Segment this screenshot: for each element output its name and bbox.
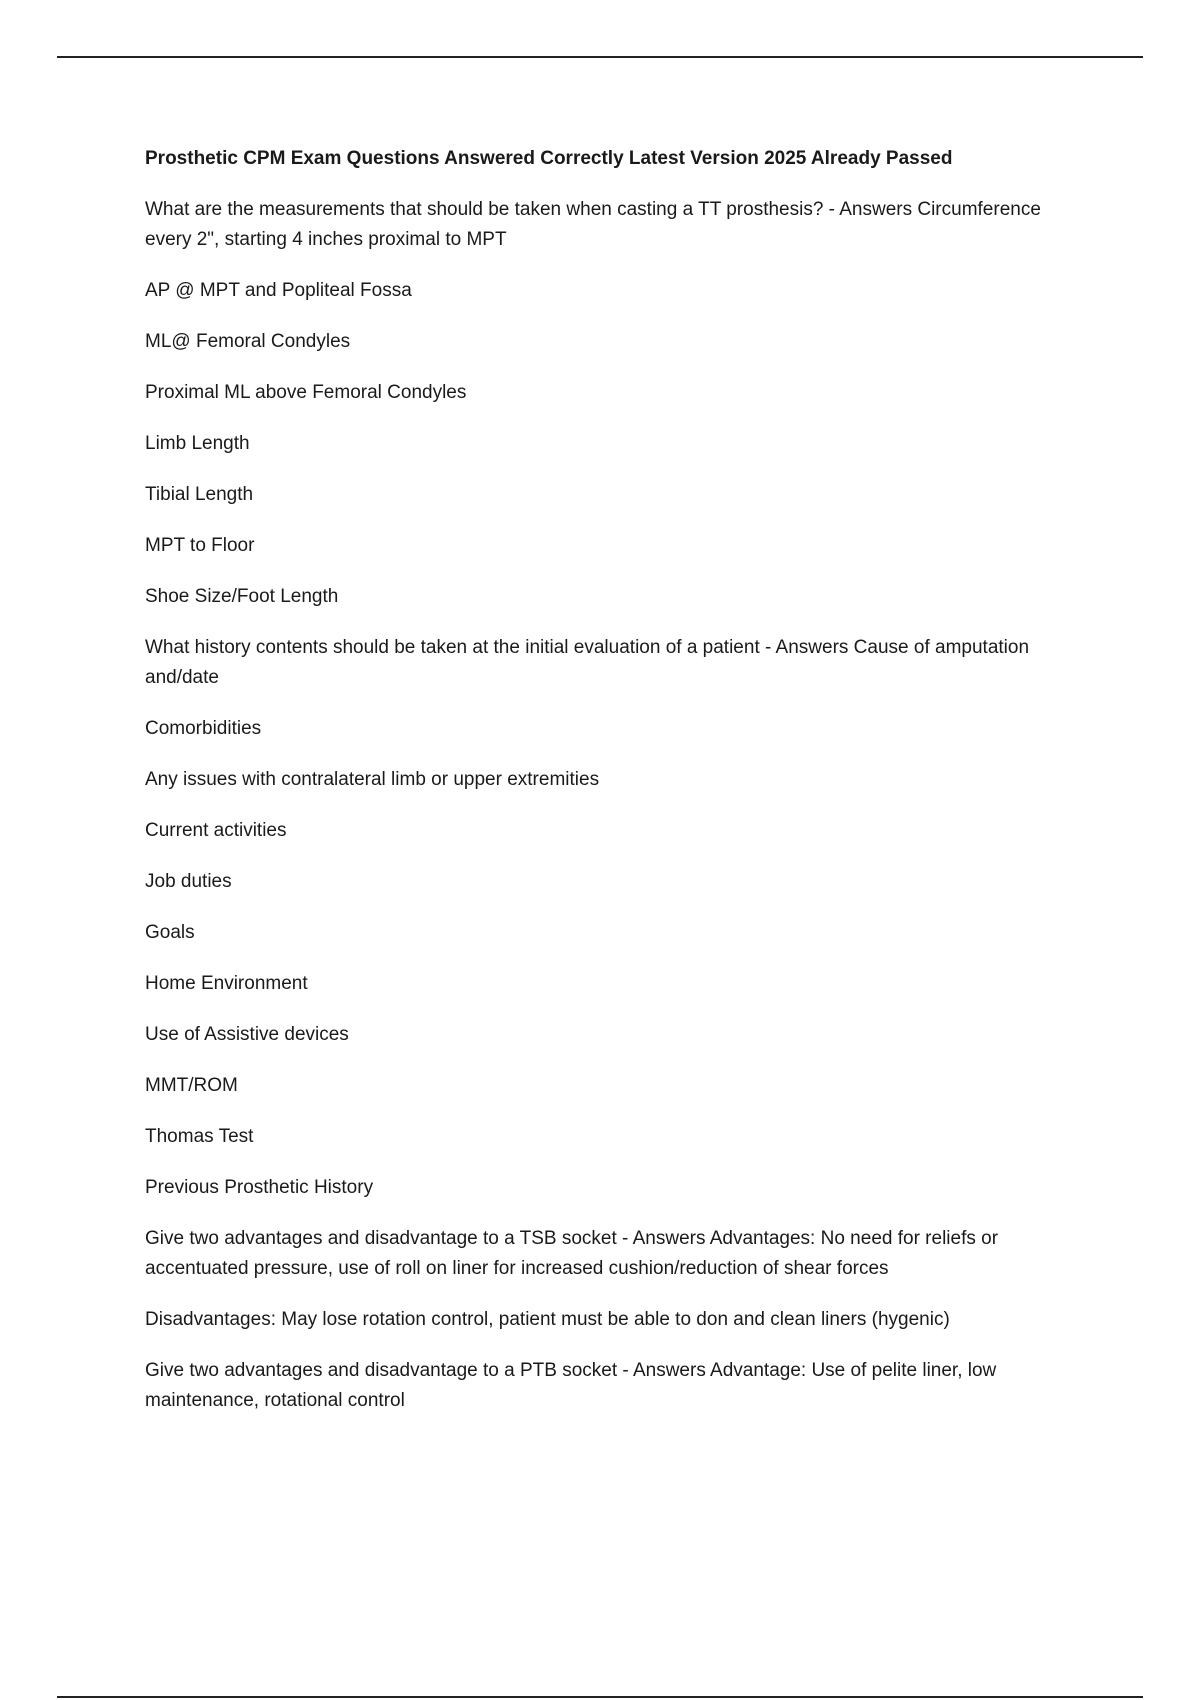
paragraph: Limb Length [145,433,250,454]
document-body [145,145,1075,1437]
paragraph: What history contents should be taken at the initial evaluation of a patient - Answers Cause of amputation and/date [145,637,1030,688]
footer-rule [57,1696,1143,1698]
paragraph: Goals [145,922,195,943]
paragraph: Disadvantages: May lose rotation control, patient must be able to don and clean liners (hygenic) [145,1309,950,1330]
paragraph: What are the measurements that should be taken when casting a TT prosthesis? - Answers Circumference every 2", starting 4 inches proximal to MPT [145,199,1041,250]
paragraph: Job duties [145,871,232,892]
paragraph: Proximal ML above Femoral Condyles [145,382,467,403]
paragraph: MMT/ROM [145,1075,238,1096]
paragraph: Comorbidities [145,718,262,739]
header-rule [57,56,1143,58]
document-title: Prosthetic CPM Exam Questions Answered Correctly Latest Version 2025 Already Passed [145,148,953,169]
paragraph: MPT to Floor [145,535,255,556]
paragraph: Give two advantages and disadvantage to a PTB socket - Answers Advantage: Use of pelite liner, low maintenance, rotational control [145,1360,997,1411]
paragraph: ML@ Femoral Condyles [145,331,351,352]
paragraph: Shoe Size/Foot Length [145,586,339,607]
paragraph: Home Environment [145,973,308,994]
paragraph: Thomas Test [145,1126,254,1147]
paragraph: Use of Assistive devices [145,1024,349,1045]
paragraph: Tibial Length [145,484,254,505]
paragraph: Previous Prosthetic History [145,1177,374,1198]
paragraph: Give two advantages and disadvantage to a TSB socket - Answers Advantages: No need for reliefs or accentuated pressure, use of roll on liner for increased cushion/reduction of shear forces [145,1228,999,1279]
paragraph: AP @ MPT and Popliteal Fossa [145,280,412,301]
paragraph: Any issues with contralateral limb or upper extremities [145,769,600,790]
paragraph: Current activities [145,820,287,841]
